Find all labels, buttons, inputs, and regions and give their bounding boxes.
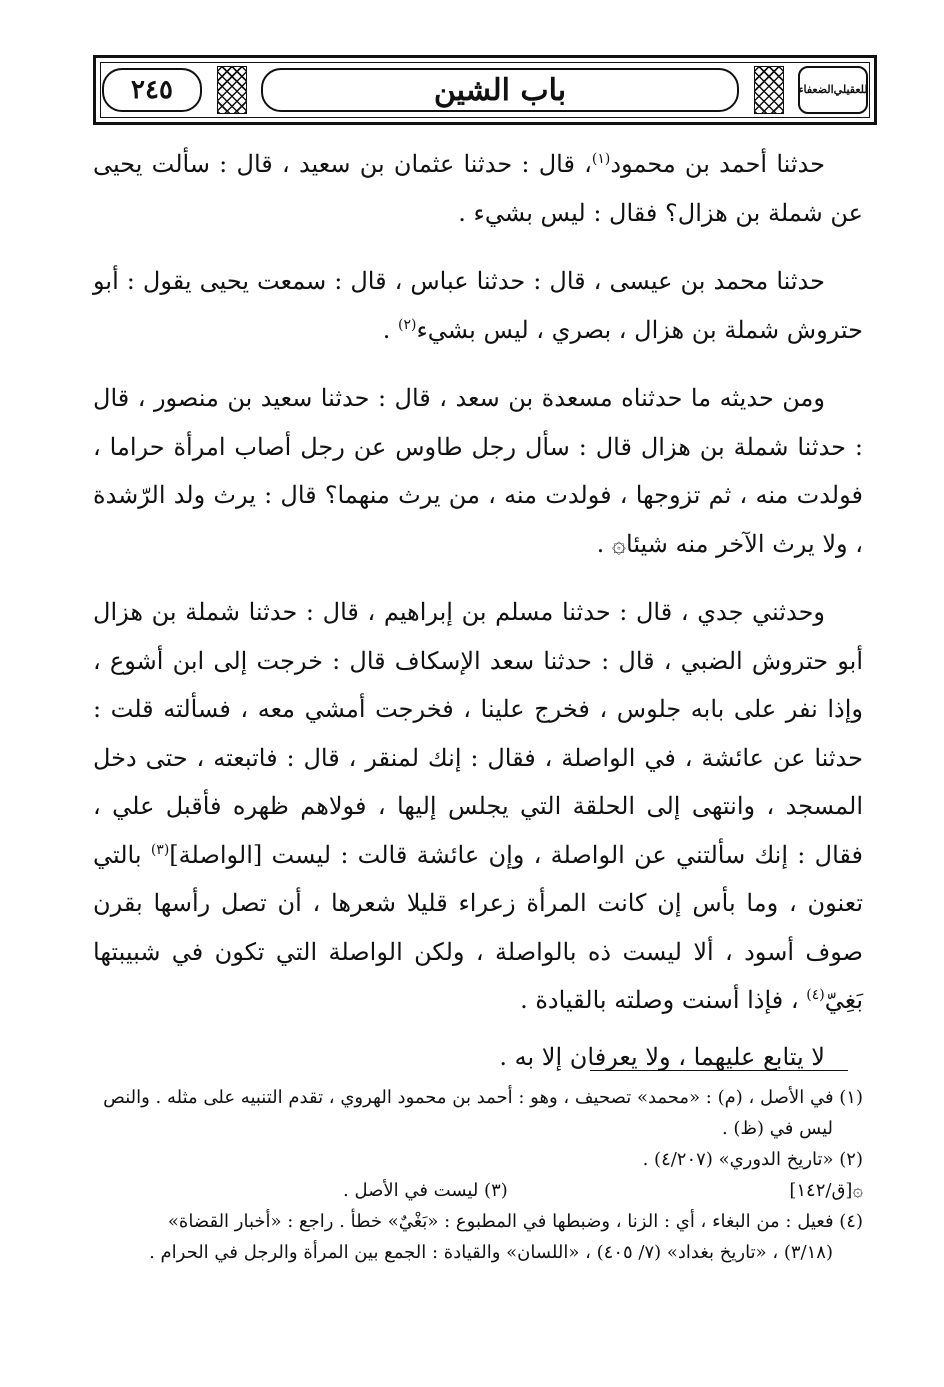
footnote-row — [93, 1175, 863, 1206]
footnote-1: (١) في الأصل ، (م) : «محمد» تصحيف ، وهو : أحمد بن محمود الهروي ، تقدم التنبيه على مثله . والنص — [103, 1087, 863, 1108]
text-run: ، فإذا أسنت وصلته بالقيادة . — [520, 986, 807, 1014]
paragraph — [93, 140, 863, 237]
footnote-separator — [590, 1070, 848, 1071]
left-ornament-icon — [217, 66, 247, 114]
paragraph — [93, 374, 863, 568]
page-number: ٢٤٥ — [102, 68, 202, 112]
paragraph: لا يتابع عليهما ، ولا يعرفان إلا به . — [499, 1042, 825, 1071]
paragraph — [93, 257, 863, 354]
footnote-ref: (١) — [591, 151, 611, 167]
right-ornament-icon — [754, 66, 784, 114]
footnote-ref: (٢) — [398, 316, 417, 333]
book-logo — [798, 66, 868, 114]
footnote-1-continued: ليس في (ظ) . — [721, 1118, 833, 1139]
text-run: حدثنا محمد بن عيسى ، قال : حدثنا عباس ، قال : سمعت يحيى يقول : أبو حتروش شملة بن هزال ، بصري ، ليس بشيء — [93, 267, 863, 344]
text-run: وحدثني جدي ، قال : حدثنا مسلم بن إبراهيم ، قال : حدثنا شملة بن هزال أبو حتروش الضبي ، قال : حدثنا سعد الإسكاف قال : خرجت إلى ابن أشوع ، وإذا نفر على بابه جلوس ، فخرج علينا ، فخرجت أمشي معه ، فسألته قلت : حدثنا عن عائشة ، في الواصلة ، فقال : إنك لمنقر ، قال : فاتبعته ، حتى دخل المسجد ، وانتهى إلى الحلقة التي يجلس إليها ، فولاهم ظهره فأقبل علي ، فقال : إنك سألتني عن الواصلة ، وإن عائشة قالت : ليست [الواصلة] — [93, 598, 863, 869]
text-run: ومن حديثه ما حدثناه مسعدة بن سعد ، قال : حدثنا سعيد بن منصور ، قال : حدثنا شملة بن هزال قال : سأل رجل طاوس عن رجل أصاب امرأة حراما ، فولدت منه ، ثم تزوجها ، فولدت منه ، من يرث منهما؟ قال : يرث ولد الرّشدة ، ولا يرث الآخر منه شيئا — [93, 384, 863, 558]
main-text — [93, 140, 863, 1081]
chapter-title: باب الشين — [261, 68, 739, 112]
logo-line-1: الضعفاء — [798, 82, 834, 96]
footnotes — [93, 1082, 863, 1268]
footnote-2: (٢) «تاريخ الدوري» (٤/٢٠٧) . — [642, 1149, 863, 1170]
footnote-4: (٤) فعيل : من البغاء ، أي : الزنا ، وضبطها في المطبوع : «بَغْيٌ» خطأ . راجع : «أخبار القضاة» — [167, 1211, 863, 1232]
text-run: حدثنا أحمد بن محمود — [610, 150, 825, 178]
paragraph — [93, 588, 863, 1025]
footnote-ref: (٤) — [806, 987, 825, 1003]
manuscript-marker: ۞ . — [596, 529, 626, 558]
footnote-4-continued: (٣/١٨) ، «تاريخ بغداد» (٧/ ٤٠٥) ، «اللسان» والقيادة : الجمع بين المرأة والرجل في الحرام . — [149, 1242, 833, 1263]
footnote-3: (٣) ليست في الأصل . — [343, 1180, 508, 1201]
manuscript-folio-marker: ۞[ق/١٤٢] — [789, 1180, 863, 1201]
footnote-ref: (٣) — [150, 841, 170, 858]
text-run: . — [382, 315, 398, 344]
text-run: بالتي تعنون ، وما بأس إن كانت المرأة زعراء قليلا شعرها ، أن تصل رأسها بقرن صوف أسود ، ألا ليست ذه بالواصلة ، ولكن الواصلة التي تكون في شبيبتها بَغِيّ — [93, 840, 863, 1014]
logo-line-2: للعقيلي — [833, 82, 868, 96]
text-run: ، قال : حدثنا عثمان بن سعيد ، قال : سألت يحيى عن شملة بن هزال؟ فقال : ليس بشيء . — [93, 150, 863, 227]
page-header — [93, 55, 877, 125]
